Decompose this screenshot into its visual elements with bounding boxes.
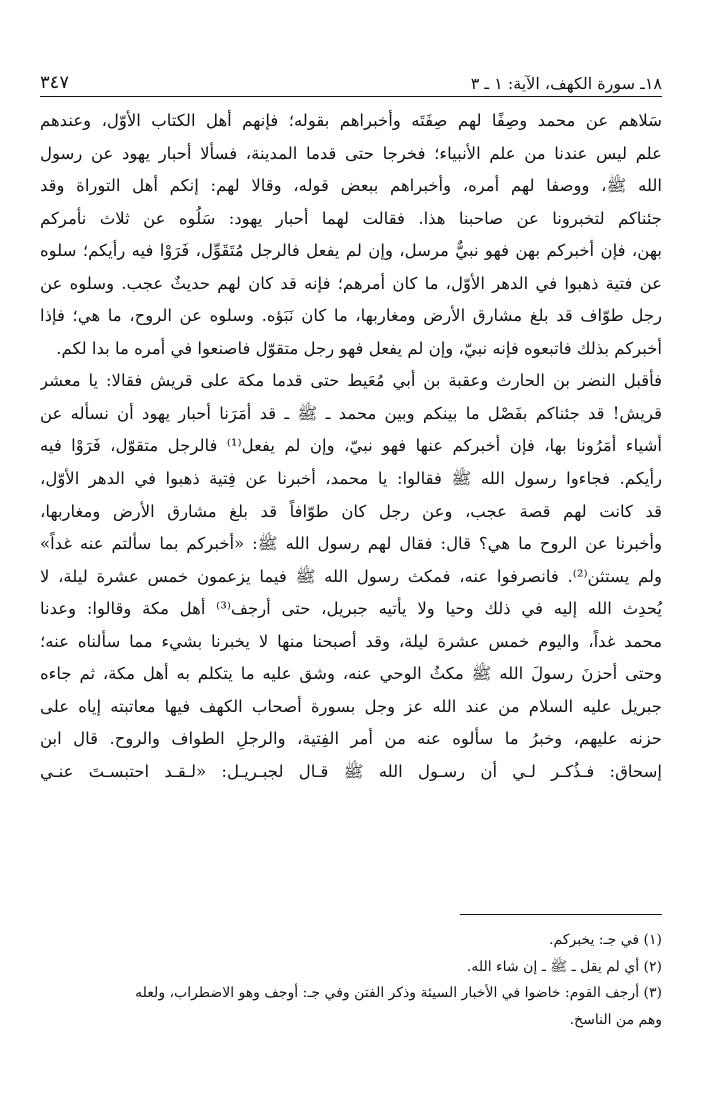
text-line: إسحاق: فـذُكـر لـي أن رسـول الله ﷺ قـال لجبـريـل: «لـقـد احتبسـتَ عنـي xyxy=(40,761,662,781)
text-line: وأخبرنا عن الروح ما هي؟ قال: فقال لهم رسول الله ﷺ: «أخبركم بما سألتم عنه غداً» xyxy=(40,534,662,554)
text-line: يُحدِث الله إليه في ذلك وحيا ولا يأتيه جبريل، حتى أرجف⁽³⁾ أهل مكة وقالوا: وعدنا xyxy=(40,599,662,619)
footnotes xyxy=(40,927,662,1033)
footnote-divider xyxy=(460,914,662,915)
text-line: قريش! قد جئناكم بفَصْل ما بينكم وبين محمد ـ ﷺ ـ قد أمَرَنا أحبار يهود أن نسأله عن xyxy=(40,403,662,423)
text-line: عن فتية ذهبوا في الدهر الأوّل، ما كان أمرهم؛ فإنه قد كان لهم حديثٌ عجب. وسلوه عن xyxy=(40,273,662,293)
footnote: (٣) أرجف القوم: خاضوا في الأخبار السيئة وذكر الفتن وفي جـ: أوجف وهو الاضطراب، ولعله xyxy=(135,985,662,1001)
footnote: وهم من الناسخ. xyxy=(569,1011,662,1028)
text-line: أخبركم بذلك فاتبعوه فإنه نبيّ، وإن لم يفعل فهو رجل متقوّل فاصنعوا في أمره ما بدا لكم. xyxy=(56,338,662,358)
text-line: رأيكم. فجاءوا رسول الله ﷺ فقالوا: يا محمد، أخبرنا عن فِتية ذهبوا في الدهر الأوّل، xyxy=(40,469,662,489)
footnote: (١) في جـ: يخبركم. xyxy=(549,932,662,948)
page-number: ٣٤٧ xyxy=(40,72,70,93)
main-text xyxy=(40,105,662,788)
text-line: سَلاهم عن محمد وصِفًا لهم صِفَتَه وأخبراهم بقوله؛ فإنهم أهل الكتاب الأوّل، وعندهم xyxy=(40,111,662,130)
footnote: (٢) أي لم يقل ـ ﷺ ـ إن شاء الله. xyxy=(466,958,662,975)
text-line: رجل طوّاف قد بلغ مشارق الأرض ومغاربها، ما كان نَبَؤه. وسلوه عن الروح، ما هي؛ فإذا xyxy=(40,306,662,326)
text-line: أشياء أمَرُونا بها، فإن أخبركم عنها فهو نبيّ، وإن لم يفعل⁽¹⁾ فالرجل متقوّل، فَرَوْا فيه xyxy=(40,436,662,456)
text-line: قد كانت لهم قصة عجب، وعن رجل كان طوّافاً قد بلغ مشارق الأرض ومغاربها، xyxy=(40,501,662,521)
text-line: فأقبل النضر بن الحارث وعقبة بن أبي مُعَيط حتى قدما مكة على قريش فقالا: يا معشر xyxy=(40,371,662,391)
page-header xyxy=(40,66,662,97)
text-line: الله ﷺ، ووصفا لهم أمره، وأخبراهم ببعض قوله، وقالا لهم: إنكم أهل التوراة وقد xyxy=(40,176,662,196)
text-line: جئناكم لتخبرونا عن صاحبنا هذا. فقالت لهما أحبار يهود: سَلُوه عن ثلاث نأمركم xyxy=(40,208,662,228)
text-line: ولم يستثن⁽²⁾. فانصرفوا عنه، فمكث رسول الله ﷺ فيما يزعمون خمس عشرة ليلة، لا xyxy=(40,566,662,586)
text-line: بهن، فإن أخبركم بهن فهو نبيٌّ مرسل، وإن لم يفعل فالرجل مُتَقَوِّل، فَرَوْا فيه رأيكم؛ سلوه xyxy=(40,241,662,261)
text-line: وحتى أحزنَ رسولَ الله ﷺ مكثُ الوحي عنه، وشق عليه ما يتكلم به أهل مكة، ثم جاءه xyxy=(40,664,662,684)
running-title: ١٨ـ سورة الكهف، الآية: ١ ـ ٣ xyxy=(470,74,662,93)
text-line: حزنه عليهم، وخبرُ ما سألوه عنه من أمر الفِتية، والرجلِ الطواف والروح. قال ابن xyxy=(40,729,662,749)
text-line: محمد غداً، واليوم خمس عشرة ليلة، وقد أصبحنا منها لا يخبرنا بشيء مما سألناه عنه؛ xyxy=(40,631,662,651)
text-line: جبريل عليه السلام من عند الله عز وجل بسورة أصحاب الكهف فيها معاتبته إياه على xyxy=(40,696,662,716)
text-line: علم ليس عندنا من علم الأنبياء؛ فخرجا حتى قدما المدينة، فسألا أحبار يهود عن رسول xyxy=(40,143,662,163)
